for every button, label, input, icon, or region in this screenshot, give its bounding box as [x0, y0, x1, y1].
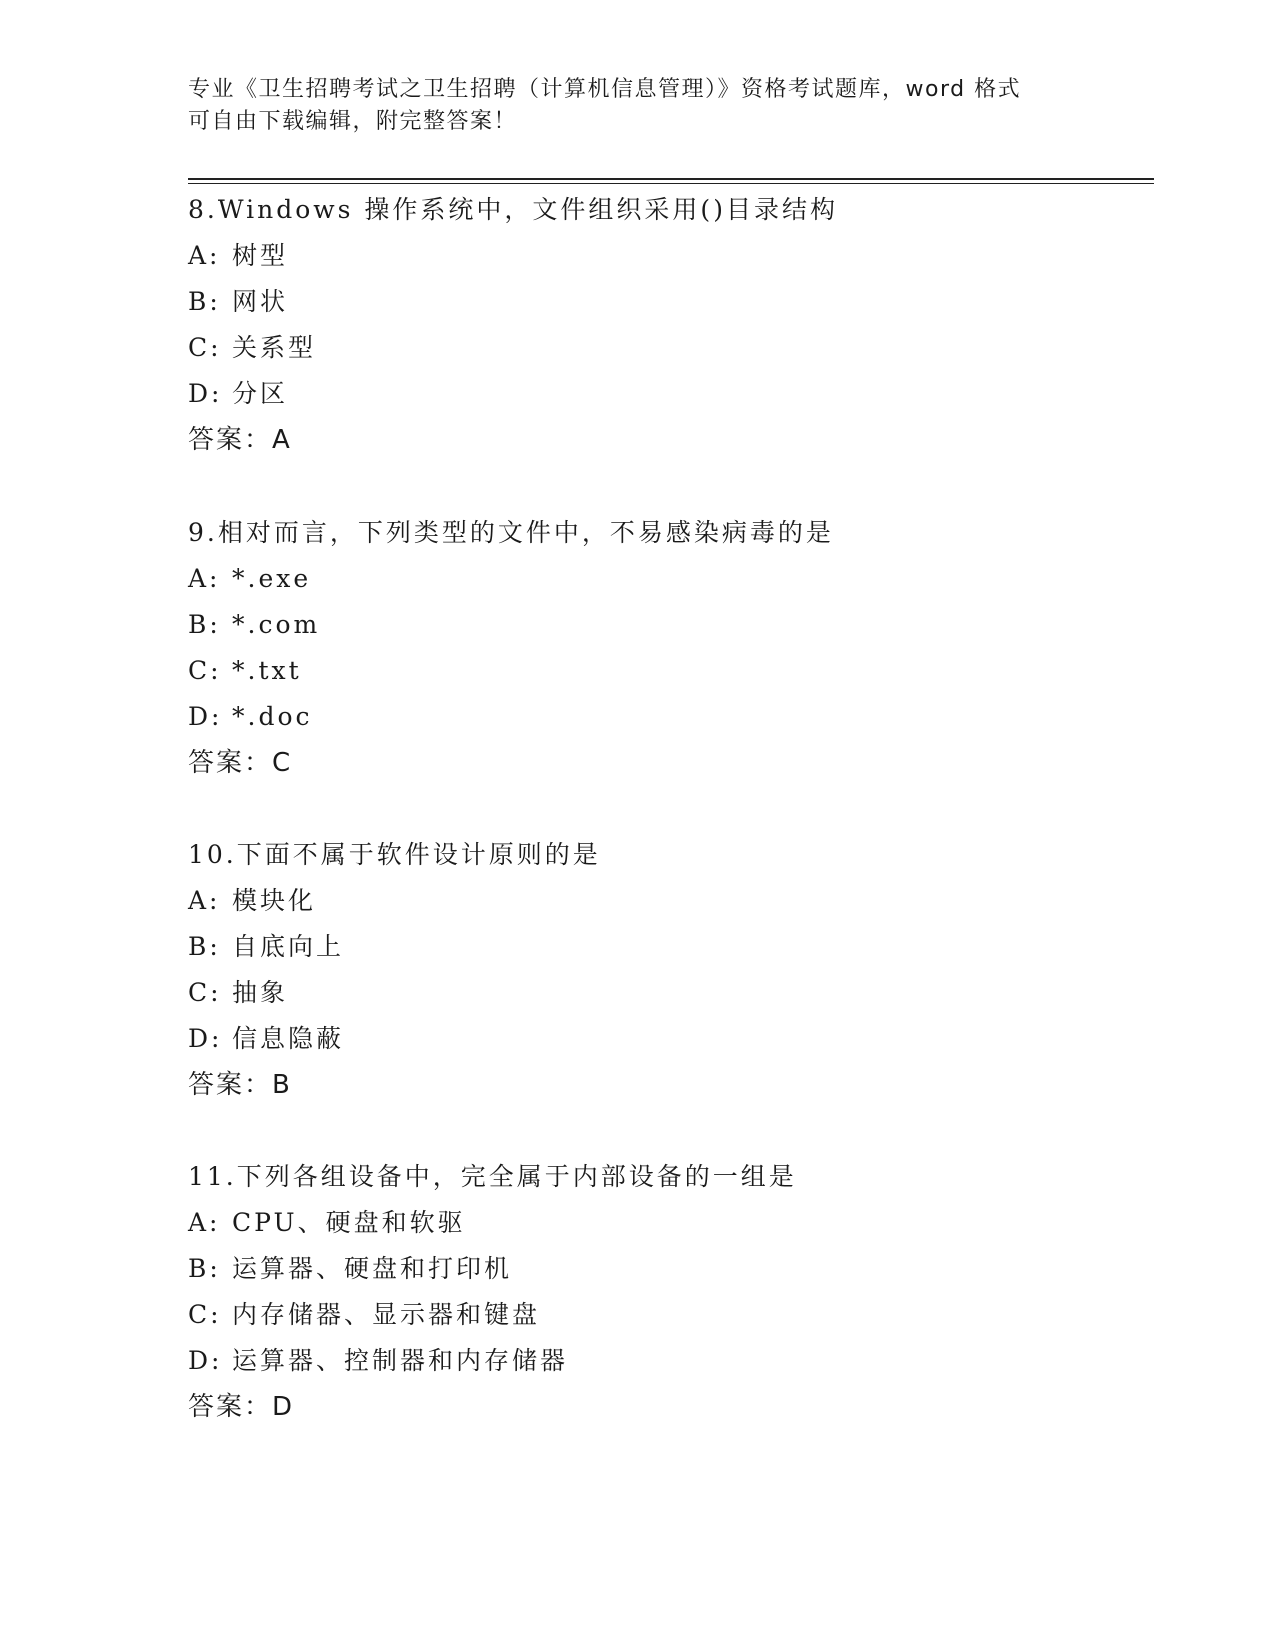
document-header	[188, 74, 1088, 138]
option-letter: C:	[188, 978, 222, 1007]
option-text: *.doc	[232, 702, 313, 731]
option-letter: D:	[188, 1024, 223, 1053]
option-c	[188, 648, 1148, 694]
option-letter: C:	[188, 656, 222, 685]
option-text: *.exe	[232, 564, 312, 593]
option-letter: C:	[188, 1300, 222, 1329]
question-8	[188, 187, 1148, 463]
option-d	[188, 694, 1148, 740]
option-text: 关系型	[232, 333, 317, 362]
option-letter: A:	[188, 241, 221, 270]
question-stem: 8.Windows 操作系统中，文件组织采用()目录结构	[188, 195, 838, 224]
header-line-2: 可自由下载编辑，附完整答案！	[188, 109, 518, 134]
question-stem: 10.下面不属于软件设计原则的是	[188, 840, 601, 869]
option-text: 内存储器、显示器和键盘	[232, 1300, 541, 1329]
option-text: CPU、硬盘和软驱	[232, 1208, 466, 1237]
option-letter: D:	[188, 702, 223, 731]
question-stem: 9.相对而言，下列类型的文件中，不易感染病毒的是	[188, 518, 834, 547]
header-divider-thin	[188, 183, 1154, 184]
question-9	[188, 510, 1148, 786]
option-a	[188, 233, 1148, 279]
option-b	[188, 279, 1148, 325]
option-text: 树型	[232, 241, 289, 270]
option-b	[188, 1246, 1148, 1292]
answer-line: 答案：D	[188, 1392, 295, 1422]
answer-line: 答案：A	[188, 425, 292, 455]
header-line-1: 专业《卫生招聘考试之卫生招聘（计算机信息管理）》资格考试题库，word 格式	[188, 77, 1022, 102]
question-10	[188, 832, 1148, 1108]
option-text: 分区	[232, 379, 289, 408]
option-letter: D:	[188, 379, 223, 408]
option-text: 运算器、控制器和内存储器	[232, 1346, 569, 1375]
option-c	[188, 325, 1148, 371]
option-text: *.com	[232, 610, 321, 639]
option-a	[188, 1200, 1148, 1246]
option-letter: B:	[188, 610, 221, 639]
question-11	[188, 1154, 1148, 1430]
option-text: *.txt	[232, 656, 302, 685]
option-b	[188, 602, 1148, 648]
answer-line: 答案：B	[188, 1070, 292, 1100]
option-text: 模块化	[232, 886, 317, 915]
option-letter: A:	[188, 886, 221, 915]
option-text: 网状	[232, 287, 289, 316]
option-b	[188, 924, 1148, 970]
question-stem: 11.下列各组设备中，完全属于内部设备的一组是	[188, 1162, 797, 1191]
header-divider-thick	[188, 178, 1154, 180]
option-d	[188, 1016, 1148, 1062]
option-text: 信息隐蔽	[232, 1024, 345, 1053]
option-letter: A:	[188, 564, 221, 593]
option-letter: B:	[188, 287, 221, 316]
option-a	[188, 878, 1148, 924]
option-letter: D:	[188, 1346, 223, 1375]
option-a	[188, 556, 1148, 602]
option-text: 运算器、硬盘和打印机	[232, 1254, 513, 1283]
option-c	[188, 1292, 1148, 1338]
option-c	[188, 970, 1148, 1016]
option-letter: B:	[188, 932, 221, 961]
answer-line: 答案：C	[188, 748, 293, 778]
option-letter: A:	[188, 1208, 221, 1237]
option-d	[188, 371, 1148, 417]
option-text: 抽象	[232, 978, 289, 1007]
option-letter: B:	[188, 1254, 221, 1283]
option-d	[188, 1338, 1148, 1384]
option-letter: C:	[188, 333, 222, 362]
option-text: 自底向上	[232, 932, 345, 961]
